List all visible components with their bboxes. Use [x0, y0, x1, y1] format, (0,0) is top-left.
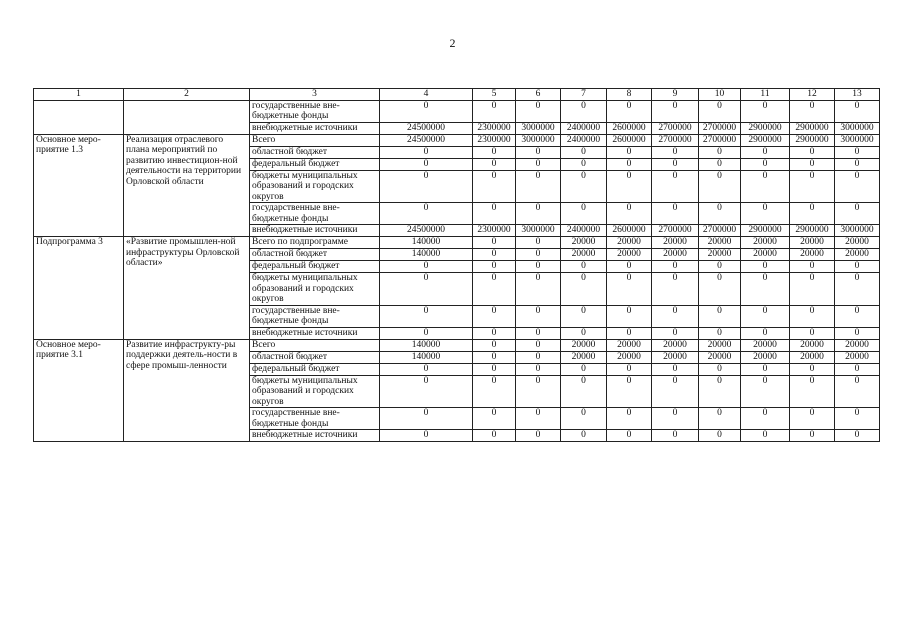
amount-cell: 20000	[607, 249, 652, 261]
amount-cell: 0	[607, 363, 652, 375]
amount-cell: 20000	[835, 249, 880, 261]
amount-cell: 0	[652, 363, 699, 375]
amount-cell: 0	[380, 170, 473, 203]
program-name-cell: Основное меро-приятие 3.1	[34, 339, 124, 442]
amount-cell: 0	[516, 146, 561, 158]
amount-cell: 0	[835, 430, 880, 442]
amount-cell: 0	[473, 249, 516, 261]
amount-cell: 0	[790, 408, 835, 430]
amount-cell: 0	[790, 327, 835, 339]
amount-cell: 0	[652, 100, 699, 122]
amount-cell: 0	[516, 351, 561, 363]
amount-cell: 0	[699, 100, 741, 122]
amount-cell: 0	[516, 261, 561, 273]
amount-cell: 24500000	[380, 225, 473, 237]
amount-cell: 0	[561, 408, 607, 430]
amount-cell: 0	[652, 158, 699, 170]
amount-cell: 0	[473, 261, 516, 273]
amount-cell: 0	[473, 273, 516, 306]
header-cell: 6	[516, 89, 561, 101]
amount-cell: 0	[516, 339, 561, 351]
funding-source-cell: областной бюджет	[250, 146, 380, 158]
amount-cell: 0	[741, 327, 790, 339]
amount-cell: 0	[790, 203, 835, 225]
amount-cell: 20000	[741, 339, 790, 351]
amount-cell: 0	[607, 327, 652, 339]
amount-cell: 140000	[380, 351, 473, 363]
funding-source-cell: внебюджетные источники	[250, 327, 380, 339]
amount-cell: 0	[516, 237, 561, 249]
amount-cell: 0	[561, 375, 607, 408]
amount-cell: 0	[561, 430, 607, 442]
amount-cell: 0	[835, 327, 880, 339]
amount-cell: 140000	[380, 339, 473, 351]
amount-cell: 0	[741, 408, 790, 430]
amount-cell: 0	[561, 170, 607, 203]
amount-cell: 2700000	[652, 134, 699, 146]
program-description-cell: «Развитие промышлен-ной инфраструктуры Орловской области»	[124, 237, 250, 340]
amount-cell: 0	[835, 375, 880, 408]
amount-cell: 0	[741, 100, 790, 122]
amount-cell: 0	[741, 203, 790, 225]
amount-cell: 2600000	[607, 225, 652, 237]
amount-cell: 0	[473, 430, 516, 442]
amount-cell: 0	[561, 203, 607, 225]
amount-cell: 24500000	[380, 122, 473, 134]
page-number: 2	[449, 36, 456, 50]
amount-cell: 20000	[790, 339, 835, 351]
amount-cell: 0	[380, 146, 473, 158]
amount-cell: 3000000	[835, 122, 880, 134]
header-cell: 10	[699, 89, 741, 101]
funding-source-cell: федеральный бюджет	[250, 363, 380, 375]
amount-cell: 0	[741, 273, 790, 306]
amount-cell: 0	[607, 170, 652, 203]
amount-cell: 0	[473, 158, 516, 170]
amount-cell: 3000000	[516, 122, 561, 134]
amount-cell: 20000	[741, 351, 790, 363]
amount-cell: 20000	[790, 237, 835, 249]
amount-cell: 0	[516, 375, 561, 408]
amount-cell: 0	[607, 100, 652, 122]
amount-cell: 0	[835, 261, 880, 273]
amount-cell: 0	[380, 375, 473, 408]
amount-cell: 0	[790, 375, 835, 408]
amount-cell: 0	[607, 430, 652, 442]
funding-source-cell: государственные вне-бюджетные фонды	[250, 203, 380, 225]
amount-cell: 20000	[561, 339, 607, 351]
amount-cell: 0	[561, 327, 607, 339]
amount-cell: 20000	[835, 237, 880, 249]
amount-cell: 2700000	[652, 122, 699, 134]
amount-cell: 0	[699, 408, 741, 430]
header-cell: 11	[741, 89, 790, 101]
amount-cell: 0	[516, 273, 561, 306]
table-row	[34, 237, 880, 249]
amount-cell: 20000	[699, 249, 741, 261]
amount-cell: 0	[473, 339, 516, 351]
amount-cell: 20000	[741, 249, 790, 261]
amount-cell: 2400000	[561, 134, 607, 146]
amount-cell: 0	[607, 146, 652, 158]
funding-source-cell: государственные вне-бюджетные фонды	[250, 408, 380, 430]
amount-cell: 0	[380, 100, 473, 122]
header-cell: 5	[473, 89, 516, 101]
amount-cell: 0	[652, 375, 699, 408]
amount-cell: 20000	[835, 339, 880, 351]
amount-cell: 0	[835, 100, 880, 122]
amount-cell: 0	[699, 327, 741, 339]
amount-cell: 0	[790, 100, 835, 122]
amount-cell: 2900000	[790, 225, 835, 237]
amount-cell: 0	[473, 363, 516, 375]
amount-cell: 2900000	[790, 122, 835, 134]
funding-source-cell: государственные вне-бюджетные фонды	[250, 305, 380, 327]
amount-cell: 0	[380, 305, 473, 327]
header-cell: 8	[607, 89, 652, 101]
amount-cell: 0	[380, 327, 473, 339]
funding-source-cell: внебюджетные источники	[250, 430, 380, 442]
amount-cell: 0	[380, 430, 473, 442]
amount-cell: 0	[473, 305, 516, 327]
funding-source-cell: внебюджетные источники	[250, 122, 380, 134]
amount-cell: 20000	[607, 237, 652, 249]
amount-cell: 2300000	[473, 122, 516, 134]
amount-cell: 0	[607, 261, 652, 273]
amount-cell: 140000	[380, 249, 473, 261]
amount-cell: 20000	[652, 351, 699, 363]
amount-cell: 0	[561, 146, 607, 158]
amount-cell: 0	[790, 273, 835, 306]
amount-cell: 0	[741, 430, 790, 442]
amount-cell: 0	[561, 158, 607, 170]
funding-source-cell: государственные вне-бюджетные фонды	[250, 100, 380, 122]
amount-cell: 0	[516, 408, 561, 430]
amount-cell: 0	[790, 305, 835, 327]
amount-cell: 0	[741, 305, 790, 327]
amount-cell: 0	[652, 273, 699, 306]
amount-cell: 2300000	[473, 134, 516, 146]
table-row	[34, 100, 880, 122]
amount-cell: 0	[516, 170, 561, 203]
amount-cell: 0	[380, 408, 473, 430]
header-cell: 1	[34, 89, 124, 101]
amount-cell: 0	[652, 327, 699, 339]
amount-cell: 0	[473, 327, 516, 339]
amount-cell: 0	[473, 351, 516, 363]
amount-cell: 2900000	[741, 122, 790, 134]
amount-cell: 2700000	[699, 134, 741, 146]
amount-cell: 0	[516, 430, 561, 442]
amount-cell: 20000	[652, 339, 699, 351]
amount-cell: 0	[699, 375, 741, 408]
funding-source-cell: бюджеты муниципальных образований и городских округов	[250, 170, 380, 203]
header-cell: 4	[380, 89, 473, 101]
amount-cell: 2700000	[652, 225, 699, 237]
amount-cell: 2700000	[699, 225, 741, 237]
amount-cell: 0	[835, 305, 880, 327]
amount-cell: 20000	[699, 339, 741, 351]
header-cell: 7	[561, 89, 607, 101]
amount-cell: 0	[652, 170, 699, 203]
amount-cell: 0	[790, 158, 835, 170]
amount-cell: 0	[516, 203, 561, 225]
amount-cell: 0	[652, 408, 699, 430]
amount-cell: 0	[699, 146, 741, 158]
amount-cell: 0	[741, 363, 790, 375]
amount-cell: 0	[561, 273, 607, 306]
amount-cell: 20000	[607, 339, 652, 351]
funding-source-cell: бюджеты муниципальных образований и городских округов	[250, 375, 380, 408]
amount-cell: 0	[561, 305, 607, 327]
funding-source-cell: внебюджетные источники	[250, 225, 380, 237]
amount-cell: 2900000	[790, 134, 835, 146]
amount-cell: 0	[607, 158, 652, 170]
amount-cell: 20000	[652, 237, 699, 249]
amount-cell: 0	[607, 203, 652, 225]
amount-cell: 2600000	[607, 134, 652, 146]
amount-cell: 0	[516, 249, 561, 261]
amount-cell: 0	[790, 261, 835, 273]
amount-cell: 0	[741, 261, 790, 273]
amount-cell: 20000	[561, 351, 607, 363]
amount-cell: 0	[835, 203, 880, 225]
amount-cell: 24500000	[380, 134, 473, 146]
header-cell: 2	[124, 89, 250, 101]
program-name-cell: Подпрограмма 3	[34, 237, 124, 340]
amount-cell: 20000	[607, 351, 652, 363]
amount-cell: 0	[699, 363, 741, 375]
amount-cell: 0	[699, 170, 741, 203]
program-description-cell	[124, 100, 250, 134]
amount-cell: 0	[516, 158, 561, 170]
amount-cell: 0	[473, 146, 516, 158]
amount-cell: 20000	[835, 351, 880, 363]
amount-cell: 0	[473, 170, 516, 203]
amount-cell: 0	[607, 375, 652, 408]
amount-cell: 0	[835, 158, 880, 170]
amount-cell: 0	[699, 261, 741, 273]
header-cell: 3	[250, 89, 380, 101]
funding-source-cell: областной бюджет	[250, 351, 380, 363]
amount-cell: 0	[835, 408, 880, 430]
amount-cell: 20000	[699, 351, 741, 363]
amount-cell: 20000	[790, 249, 835, 261]
amount-cell: 0	[652, 261, 699, 273]
amount-cell: 0	[380, 261, 473, 273]
table-body	[34, 100, 880, 442]
amount-cell: 0	[516, 327, 561, 339]
amount-cell: 2600000	[607, 122, 652, 134]
header-cell: 12	[790, 89, 835, 101]
amount-cell: 2900000	[741, 134, 790, 146]
amount-cell: 0	[516, 100, 561, 122]
amount-cell: 0	[607, 273, 652, 306]
amount-cell: 0	[835, 170, 880, 203]
amount-cell: 2900000	[741, 225, 790, 237]
amount-cell: 0	[516, 363, 561, 375]
amount-cell: 0	[380, 363, 473, 375]
amount-cell: 140000	[380, 237, 473, 249]
amount-cell: 0	[473, 100, 516, 122]
funding-source-cell: Всего	[250, 339, 380, 351]
amount-cell: 20000	[741, 237, 790, 249]
amount-cell: 0	[835, 146, 880, 158]
amount-cell: 0	[790, 363, 835, 375]
amount-cell: 0	[790, 430, 835, 442]
amount-cell: 0	[380, 158, 473, 170]
amount-cell: 0	[473, 408, 516, 430]
table-row	[34, 134, 880, 146]
program-description-cell: Реализация отраслевого плана мероприятий по развитию инвестицион-ной деятельности на территории Орловской области	[124, 134, 250, 237]
amount-cell: 0	[516, 305, 561, 327]
amount-cell: 0	[741, 146, 790, 158]
table-row	[34, 339, 880, 351]
program-description-cell: Развитие инфраструкту-ры поддержки деятель-ности в сфере промыш-ленности	[124, 339, 250, 442]
amount-cell: 3000000	[516, 225, 561, 237]
amount-cell: 0	[741, 158, 790, 170]
amount-cell: 0	[380, 203, 473, 225]
amount-cell: 0	[652, 146, 699, 158]
header-cell: 9	[652, 89, 699, 101]
amount-cell: 0	[473, 203, 516, 225]
amount-cell: 2400000	[561, 122, 607, 134]
amount-cell: 0	[835, 273, 880, 306]
amount-cell: 0	[380, 273, 473, 306]
amount-cell: 0	[607, 305, 652, 327]
amount-cell: 0	[607, 408, 652, 430]
amount-cell: 0	[835, 363, 880, 375]
amount-cell: 0	[699, 158, 741, 170]
amount-cell: 0	[699, 273, 741, 306]
amount-cell: 20000	[561, 249, 607, 261]
amount-cell: 0	[699, 203, 741, 225]
amount-cell: 0	[561, 100, 607, 122]
amount-cell: 0	[652, 203, 699, 225]
header-row	[34, 89, 880, 101]
amount-cell: 0	[699, 305, 741, 327]
amount-cell: 0	[473, 237, 516, 249]
amount-cell: 20000	[652, 249, 699, 261]
funding-source-cell: областной бюджет	[250, 249, 380, 261]
amount-cell: 20000	[790, 351, 835, 363]
amount-cell: 3000000	[835, 225, 880, 237]
program-name-cell: Основное меро-приятие 1.3	[34, 134, 124, 237]
amount-cell: 0	[741, 170, 790, 203]
amount-cell: 0	[790, 170, 835, 203]
amount-cell: 20000	[699, 237, 741, 249]
amount-cell: 20000	[561, 237, 607, 249]
amount-cell: 2700000	[699, 122, 741, 134]
funding-source-cell: Всего по подпрограмме	[250, 237, 380, 249]
funding-source-cell: федеральный бюджет	[250, 261, 380, 273]
amount-cell: 0	[652, 430, 699, 442]
amount-cell: 0	[652, 305, 699, 327]
amount-cell: 0	[741, 375, 790, 408]
table-header	[34, 89, 880, 101]
funding-source-cell: Всего	[250, 134, 380, 146]
amount-cell: 2400000	[561, 225, 607, 237]
amount-cell: 0	[790, 146, 835, 158]
amount-cell: 2300000	[473, 225, 516, 237]
amount-cell: 3000000	[516, 134, 561, 146]
funding-table	[33, 88, 880, 442]
amount-cell: 0	[699, 430, 741, 442]
program-name-cell	[34, 100, 124, 134]
funding-source-cell: бюджеты муниципальных образований и городских округов	[250, 273, 380, 306]
amount-cell: 0	[473, 375, 516, 408]
amount-cell: 0	[561, 363, 607, 375]
amount-cell: 3000000	[835, 134, 880, 146]
amount-cell: 0	[561, 261, 607, 273]
funding-source-cell: федеральный бюджет	[250, 158, 380, 170]
header-cell: 13	[835, 89, 880, 101]
